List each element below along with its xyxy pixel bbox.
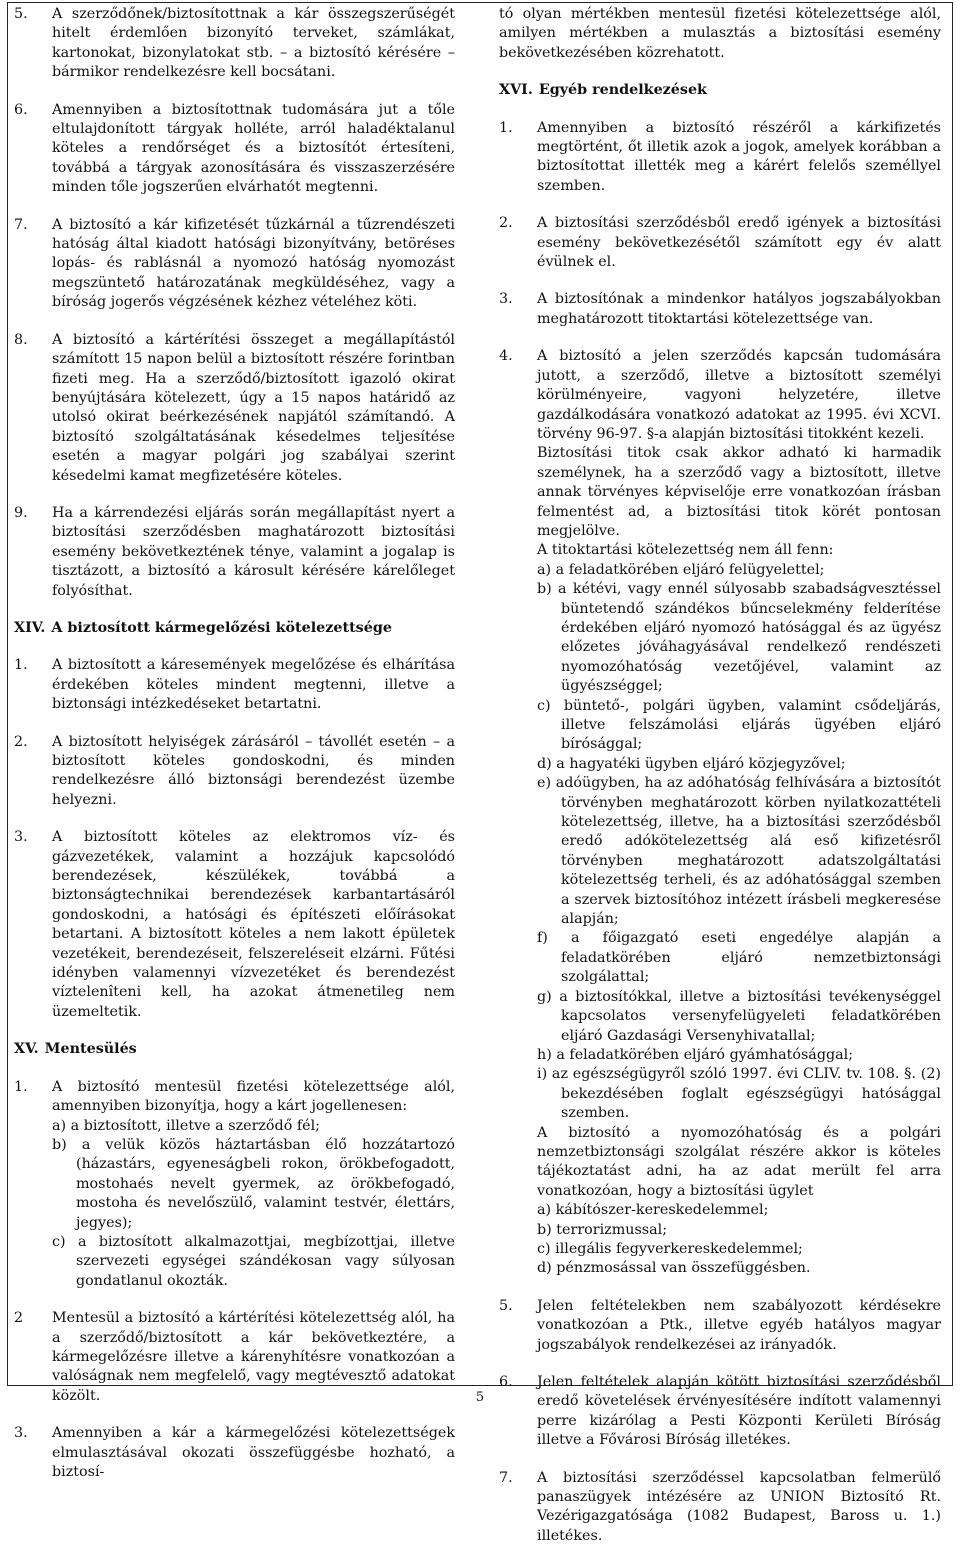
section-title: Mentesülés xyxy=(44,1041,137,1058)
list-item xyxy=(499,290,941,329)
section-number: XVI. xyxy=(499,82,533,99)
item-number: 2. xyxy=(14,733,28,750)
item-text: Jelen feltételek alapján kötött biztosítási szerződésből eredő követelések érvényesítésére indított valamennyi perre kizárólag a Pesti Központi Kerületi Bíróság illetve a Fővárosi Bíróság illetékes. xyxy=(537,1374,941,1449)
section-number: XIV. xyxy=(14,619,46,636)
list-item xyxy=(14,5,455,83)
sub-item: b) a velük közös háztartásban élő hozzátartozó (házastárs, egyeneságbeli rokon, örökbefogadott, mostohaés nevelt gyermek, az örökbefogadó, mostoha és nevelőszülő, valamint testvér, élettárs, jegyes); xyxy=(52,1136,455,1231)
sub-item: a) kábítószer-kereskedelemmel; xyxy=(537,1202,769,1219)
sub-item: d) pénzmosással van összefüggésben. xyxy=(537,1260,811,1277)
item-number: 8. xyxy=(14,331,28,348)
item-number: 9. xyxy=(14,504,28,521)
item-text: Mentesül a biztosító a kártérítési kötelezettség alól, ha a szerződő/biztosított a kár bekövetkeztére, a kármegelőzésre illetve a kárenyhítésre vonatkozóan a valóságnak nem megfelelő, vagy megtévesztő adatokat közölt. xyxy=(52,1310,455,1404)
list-item xyxy=(499,1469,941,1546)
section-xv-heading xyxy=(14,1040,455,1059)
list-item xyxy=(14,331,455,486)
sub-item: g) a biztosítókkal, illetve a biztosítási tevékenységgel kapcsolatos versenyfelügyeleti feladatkörében eljáró Gazdasági Versenyhivatallal; xyxy=(537,988,941,1044)
sub-item: b) terrorizmussal; xyxy=(537,1221,668,1238)
list-item xyxy=(499,119,941,197)
tail-items xyxy=(499,1297,941,1546)
item-body xyxy=(52,1078,455,1291)
sub-item: f) a főigazgató eseti engedélye alapján a feladatkörében eljáró nemzetbiztonsági szolgálattal; xyxy=(537,930,941,986)
item-number: 1. xyxy=(499,119,513,136)
list-item xyxy=(14,1078,455,1291)
item-text: A biztosítási szerződéssel kapcsolatban felmerülő panaszügyek intézésére az UNION Biztosító Rt. Vezérigazgatósága (1082 Budapest, Baross u. 1.) illetékes. xyxy=(537,1469,941,1544)
right-column xyxy=(499,5,941,1546)
section-xvi-heading xyxy=(499,81,941,100)
item-text: A biztosító a kár kifizetését tűzkárnál a tűzrendészeti hatóság által kiadott hatósági bizonyítvány, betöréses lopás- és rablásnál a nyomozó hatóság nyomozást megszüntető határozatának megküldéséhez, vagy a bíróság jogerős végzésének kézhez vételéhez köti. xyxy=(52,216,455,311)
item-text: A biztosító a jelen szerződés kapcsán tudomására jutott, a szerződő, illetve a biztosított személyi körülményeire, vagyoni helyzetére, illetve gazdálkodására vonatkozó adatokat az 1995. évi XCVI. törvény 96-97. §-a alapján biztosítási titokként kezeli. xyxy=(537,348,941,442)
item-text: A szerződőnek/biztosítottnak a kár összegszerűségét hitelt érdemlően bizonyító terveket, számlákat, kartonokat, bizonylatokat stb. – a biztosító kérésére – bármikor rendelkezésre kell bocsátani. xyxy=(52,6,455,81)
item-number: 1. xyxy=(14,1078,28,1095)
item-text: Amennyiben a biztosítottnak tudomására jut a tőle eltulajdonított tárgyak holléte, arról haladéktalanul köteles a rendőrséget és a biztosítót értesíteni, továbbá a tárgyak azonosítására és visszaszerzésére minden tőle jogszerűen elvárhatót megtenni. xyxy=(52,101,455,196)
section-xiv-heading xyxy=(14,619,455,638)
sub-list xyxy=(537,1201,941,1279)
item-text: Jelen feltételekben nem szabályozott kérdésekre vonatkozóan a Ptk., illetve egyéb hatályos magyar jogszabályok rendelkezései az irányadók. xyxy=(537,1297,941,1353)
list-item xyxy=(499,1297,941,1355)
item-number: 4. xyxy=(499,348,513,365)
item-number: 5. xyxy=(499,1297,513,1314)
sub-item: d) a hagyatéki ügyben eljáró közjegyzővel; xyxy=(537,755,846,772)
sub-item: h) a feladatkörében eljáró gyámhatósággal; xyxy=(537,1046,854,1063)
item-number: 2. xyxy=(499,215,513,232)
sub-item: i) az egészségügyről szóló 1997. évi CLIV. tv. 108. §. (2) bekezdésében foglalt egészségügyi hatósággal szemben. xyxy=(537,1066,941,1122)
list-item xyxy=(14,828,455,1022)
list-item xyxy=(499,214,941,272)
sub-list xyxy=(52,1117,455,1292)
left-items-block xyxy=(14,5,455,601)
item-text: A biztosító mentesül fizetési kötelezettsége alól, amennyiben bizonyítja, hogy a kárt jogellenesen: xyxy=(52,1078,455,1115)
item-number: 3. xyxy=(14,829,28,846)
item-number: 1. xyxy=(14,657,28,674)
item-text: A biztosított köteles az elektromos víz- és gázvezetékek, valamint a hozzájuk kapcsolódó berendezések, készülékek, továbbá a biztonságtechnikai berendezések karbantartásáról gondoskodni, a hatósági és építészeti előírásokat betartani. A biztosított köteles a nem lakott épületek vezetékeit, berendezéseit, felszereléseit elzárni. Fűtési idényben valamennyi vízvezetéket és berendezést víztelenîteni kell, ha azokat átmenetileg nem üzemeltetik. xyxy=(52,829,455,1020)
section-title: A biztosított kármegelőzési kötelezettsége xyxy=(51,619,392,636)
section-title: Egyéb rendelkezések xyxy=(538,82,707,99)
item-text: A biztosítónak a mindenkor hatályos jogszabályokban meghatározott titoktartási kötelezettsége van. xyxy=(537,291,941,327)
item-number: 7. xyxy=(499,1469,513,1486)
list-item xyxy=(14,733,455,811)
item-text: Amennyiben a biztosító részéről a kárkifizetés megtörtént, őt illetik azok a jogok, amelyek korábban a biztosítottat illették meg a kárért felelős személlyel szemben. xyxy=(537,119,941,194)
section-xiv-items xyxy=(14,656,455,1022)
item-text: A biztosító a kártérítési összeget a megállapítástól számított 15 napon belül a biztosított részére forintban fizeti meg. Ha a szerződő/biztosított igazoló okirat benyújtására kötelezett, úgy a 15 napos határidő az utolsó okirat beérkezésének napjától számítandó. A biztosító szolgáltatásának késedelmes teljesítése esetén a magyar polgári jog szabályai szerint késedelmi kamat megfizetésére köteles. xyxy=(52,331,455,484)
sub-item: a) a feladatkörében eljáró felügyelettel; xyxy=(537,561,825,578)
sub-item: c) büntető-, polgári ügyben, valamint csődeljárás, illetve felszámolási eljárás ügyében eljáró bírósággal; xyxy=(537,697,941,753)
item-number: 3. xyxy=(499,291,513,308)
continuation-text: tó olyan mértékben mentesül fizetési kötelezettsége alól, amilyen mértékben a mulasztás a biztosítási esemény bekövetkezésében közrehatott. xyxy=(499,6,941,61)
sub-item: a) a biztosított, illetve a szerződő fél; xyxy=(52,1117,320,1134)
item-text: Biztosítási titok csak akkor adható ki harmadik személynek, ha a szerződő vagy a biztosított, illetve annak törvényes képviselője erre vonatkozóan írásban felmentést ad, a biztosítási titok körét pontosan megjelölve. xyxy=(537,445,941,539)
list-item xyxy=(14,504,455,601)
list-item xyxy=(14,101,455,198)
section-xvi-items xyxy=(499,119,941,330)
page-number: 5 xyxy=(475,1390,485,1405)
item-number: 7. xyxy=(14,216,28,233)
section-number: XV. xyxy=(14,1041,39,1058)
item-number: 6. xyxy=(14,101,28,118)
sub-list xyxy=(537,561,941,1124)
sub-item: b) a kétévi, vagy ennél súlyosabb szabadságvesztéssel büntetendő szándékos bűncselekmény felderítése érdekében eljáró nyomozó hatósággal és az ügyész előzetes jóváhagyásával rendelkező rendészeti nyomozóhatóság vezetőjével, valamint az ügyészséggel; xyxy=(537,581,941,695)
item-text: Amennyiben a kár a kármegelőzési kötelezettségek elmulasztásával okozati összefüggésbe hozható, a biztosí- xyxy=(52,1425,455,1480)
item-text: A biztosított a káresemények megelőzése és elhárítása érdekében köteles mindent megtenni, illetve a biztonsági intézkedéseket betartatni. xyxy=(52,657,455,713)
list-item xyxy=(14,216,455,313)
item-body xyxy=(537,347,941,1279)
sub-item: c) a biztosított alkalmazottjai, megbízottjai, illetve szervezeti egységei szándékosan vagy súlyosan gondatlanul okozták. xyxy=(52,1233,455,1289)
list-item xyxy=(499,347,941,1279)
item-number: 2 xyxy=(14,1310,24,1327)
list-item xyxy=(499,1373,941,1451)
item-text: A biztosító a nyomozóhatóság és a polgári nemzetbiztonsági szolgálat részére akkor is köteles tájékoztatást adni, ha az adat merült fel arra vonatkozóan, hogy a biztosítási ügylet xyxy=(537,1124,941,1199)
item-number: 3. xyxy=(14,1425,28,1442)
sub-item: c) illegális fegyverkereskedelemmel; xyxy=(537,1240,803,1257)
item-text: A biztosított helyiségek zárásáról – távollét esetén – a biztosított köteles gondoskodni, és minden rendelkezésre álló biztonsági berendezést üzembe helyezni. xyxy=(52,733,455,808)
sub-item: e) adóügyben, ha az adóhatóság felhívására a biztosítót törvényben meghatározott körben nyilatkozattételi kötelezettség, illetve, ha a biztosítási szerződésből eredő adókötelezettség alá eső kifizetésről törvényben meghatározott adatszolgáltatási kötelezettség terheli, és az adóhatósággal szemben a szervek biztosítóhoz intézett írásbeli megkeresése alapján; xyxy=(537,775,941,928)
list-item xyxy=(14,656,455,714)
item-text: Ha a kárrendezési eljárás során megállapítást nyert a biztosítási szerződésben maghatározott biztosítási esemény bekövetkeztének ténye, valamint a jogalap is tisztázott, a biztosító a károsult kérésére kárelőleget folyósíthat. xyxy=(52,504,455,599)
left-column xyxy=(14,5,455,1482)
list-item xyxy=(14,1424,455,1482)
item-number: 6. xyxy=(499,1374,513,1390)
item-text: A biztosítási szerződésből eredő igények a biztosítási esemény bekövetkezésétől számított egy év alatt évülnek el. xyxy=(537,215,941,271)
item-number: 5. xyxy=(14,6,28,22)
item-text: A titoktartási kötelezettség nem áll fenn: xyxy=(537,542,834,559)
